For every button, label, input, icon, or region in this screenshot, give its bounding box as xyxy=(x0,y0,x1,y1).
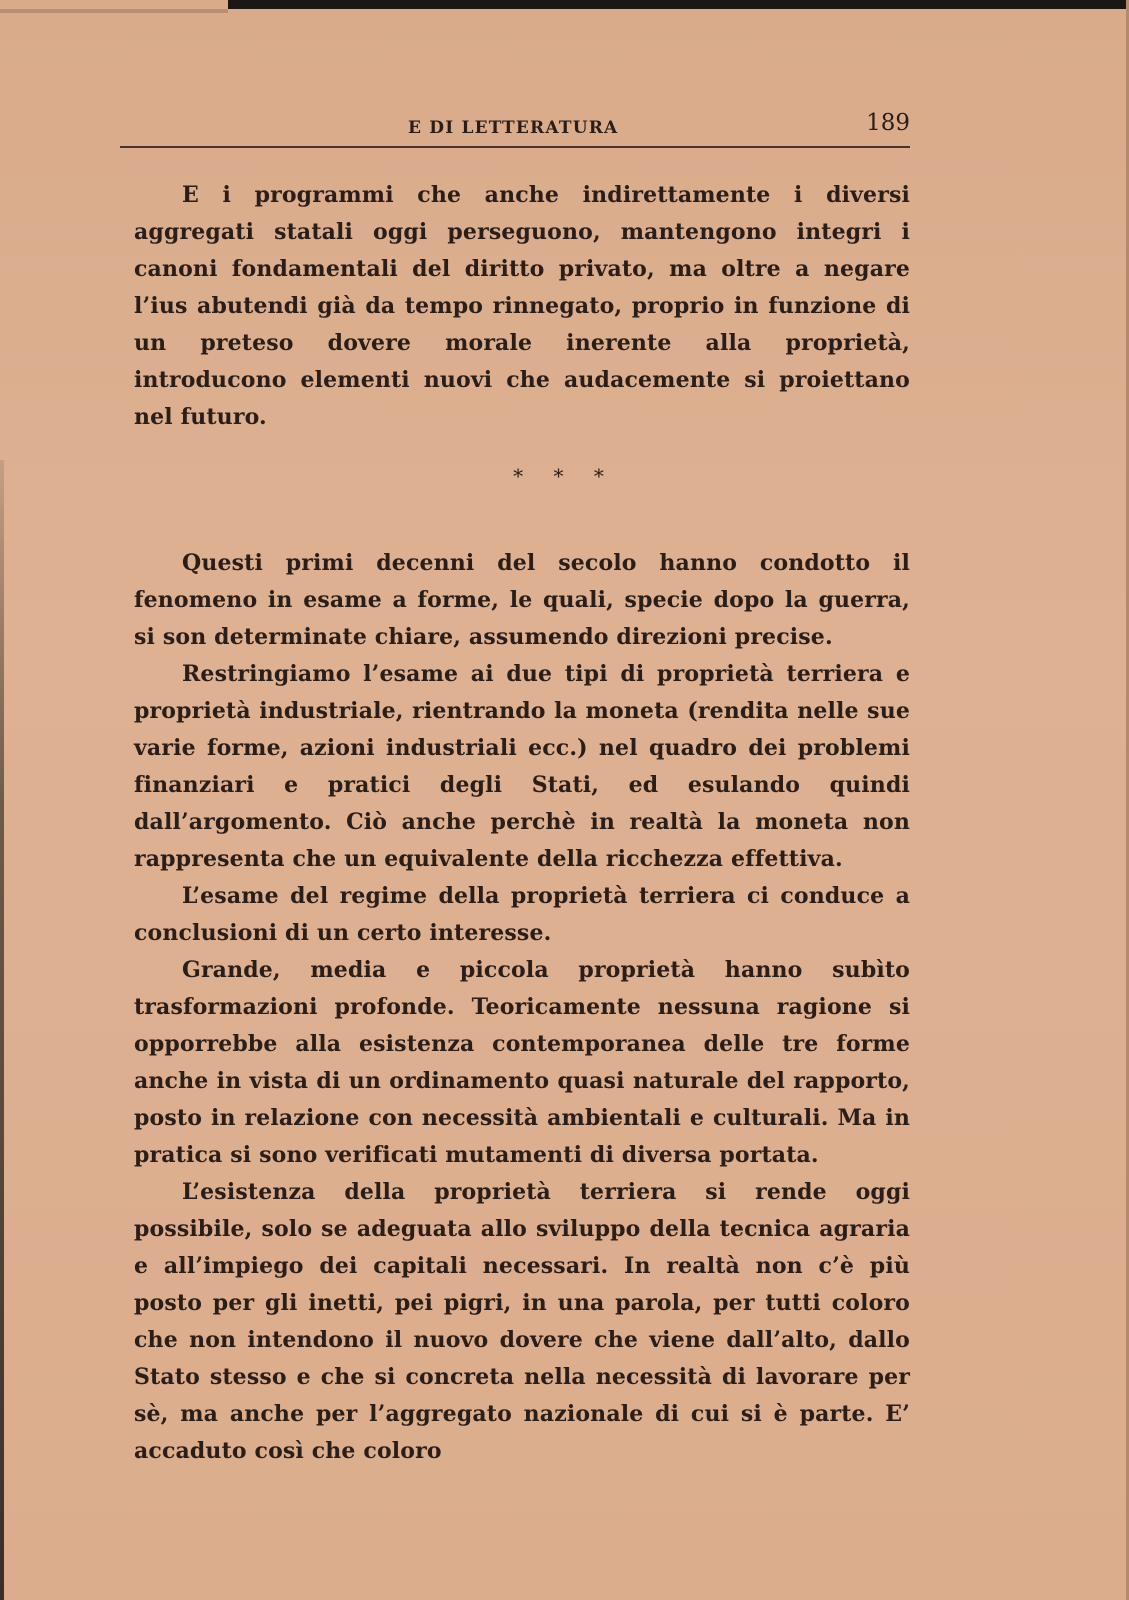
paragraph: Grande, media e piccola proprietà hanno subìto trasformazioni profonde. Teoricamente nessuna ragione si opporrebbe alla esistenza contemporanea delle tre forme anche in vista di un ordinamento quasi naturale del rapporto, posto in relazione con necessità ambientali e culturali. Ma in pratica si sono verificati mutamenti di diversa portata. xyxy=(134,957,910,1168)
scan-top-edge xyxy=(0,9,228,13)
page-number: 189 xyxy=(866,110,910,136)
paragraph: Questi primi decenni del secolo hanno condotto il fenomeno in esame a forme, le quali, specie dopo la guerra, si son determinate chiare, assumendo direzioni precise. xyxy=(134,550,910,650)
running-head xyxy=(120,110,910,144)
text-block-main xyxy=(134,545,910,1470)
header-rule xyxy=(120,146,910,148)
running-title: E DI LETTERATURA xyxy=(408,118,619,138)
text-block-top xyxy=(134,177,910,436)
scan-left-edge xyxy=(0,460,4,1600)
paragraph: Restringiamo l’esame ai due tipi di proprietà terriera e proprietà industriale, rientrando la moneta (rendita nelle sue varie forme, azioni industriali ecc.) nel quadro dei problemi finanziari e pratici degli Stati, ed esulando quindi dall’argomento. Ciò anche perchè in realtà la moneta non rappresenta che un equivalente della ricchezza effettiva. xyxy=(134,661,910,872)
paragraph: L’esame del regime della proprietà terriera ci conduce a conclusioni di un certo interesse. xyxy=(134,883,910,946)
section-separator: * * * xyxy=(513,464,616,488)
paragraph: E i programmi che anche indirettamente i diversi aggregati statali oggi perseguono, mantengono integri i canoni fondamentali del diritto privato, ma oltre a negare l’ius abutendi già da tempo rinnegato, proprio in funzione di un preteso dovere morale inerente alla proprietà, introducono elementi nuovi che audacemente si proiettano nel futuro. xyxy=(134,182,910,430)
paragraph: L’esistenza della proprietà terriera si rende oggi possibile, solo se adeguata allo sviluppo della tecnica agraria e all’impiego dei capitali necessari. In realtà non c’è più posto per gli inetti, pei pigri, in una parola, per tutti coloro che non intendono il nuovo dovere che viene dall’alto, dallo Stato stesso e che si concreta nella necessità di lavorare per sè, ma anche per l’aggregato nazionale di cui si è parte. E’ accaduto così che coloro xyxy=(134,1179,910,1464)
scan-top-border xyxy=(228,0,1129,9)
